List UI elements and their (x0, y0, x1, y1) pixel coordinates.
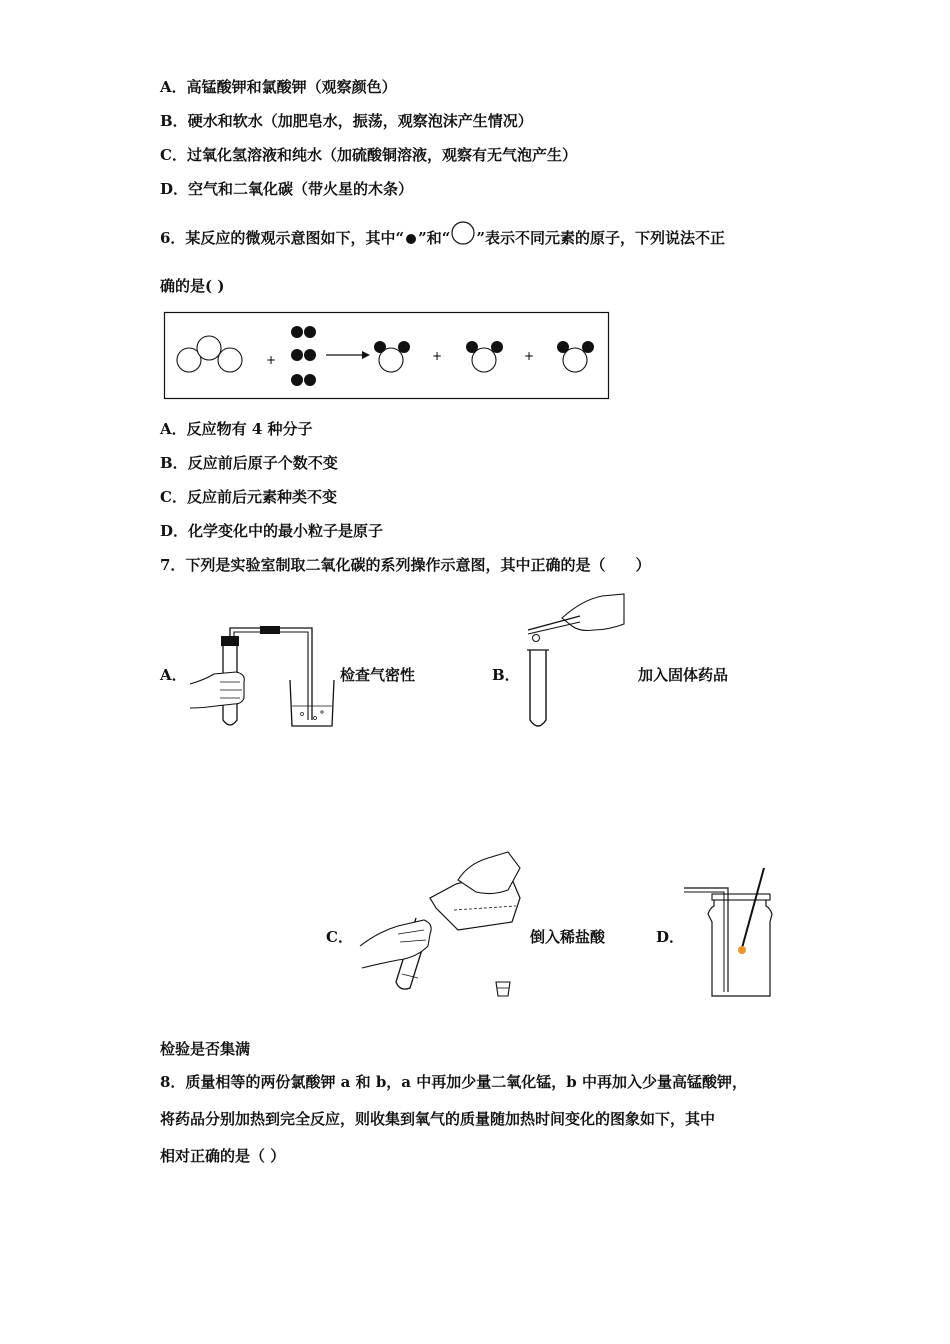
plus-sign: + (266, 353, 277, 367)
q6-stem: 6．某反应的微观示意图如下，其中“ ”和“ ”表示不同元素的原子，下列说法不正 (160, 226, 725, 252)
q5-option-d: D．空气和二氧化碳（带火星的木条） (160, 180, 414, 198)
black-atom-icon (404, 232, 418, 246)
white-atom-icon (450, 220, 476, 246)
q6-option-b: B．反应前后原子个数不变 (160, 454, 338, 472)
white-molecule (177, 336, 242, 372)
reaction-arrow-icon (326, 351, 370, 359)
q5-option-a: A．高锰酸钾和氯酸钾（观察颜色） (160, 78, 397, 96)
q8-line2: 将药品分别加热到完全反应，则收集到氧气的质量随加热时间变化的图象如下，其中 (160, 1110, 716, 1128)
q7-option-a-text: 检查气密性 (340, 666, 416, 684)
q6-option-a: A．反应物有 4 种分子 (160, 420, 313, 438)
q7-option-c-text: 倒入稀盐酸 (530, 928, 606, 946)
q7-option-d-label: D． (656, 928, 685, 946)
plus-sign: + (432, 349, 443, 363)
q7-option-a-label: A． (160, 666, 187, 684)
pour-acid-illustration (358, 850, 528, 1002)
q6-stem-line2: 确的是( ) (160, 277, 225, 295)
product-molecule (374, 341, 410, 372)
q7-stem: 7．下列是实验室制取二氧化碳的系列操作示意图，其中正确的是（ ） (160, 556, 651, 574)
plus-sign: + (524, 349, 535, 363)
product-molecule (466, 341, 503, 372)
add-solid-illustration (522, 590, 627, 735)
q7-option-d-text: 检验是否集满 (160, 1040, 251, 1058)
reaction-diagram (164, 312, 609, 399)
product-molecule (557, 341, 594, 372)
q6-option-c: C．反应前后元素种类不变 (160, 488, 337, 506)
q6-option-d: D．化学变化中的最小粒子是原子 (160, 522, 384, 540)
q8-line3: 相对正确的是（ ） (160, 1147, 286, 1165)
q5-option-c: C．过氧化氢溶液和纯水（加硫酸铜溶液，观察有无气泡产生） (160, 146, 577, 164)
q5-option-b: B．硬水和软水（加肥皂水，振荡，观察泡沫产生情况） (160, 112, 533, 130)
q8-line1: 8．质量相等的两份氯酸钾 a 和 b，a 中再加少量二氧化锰，b 中再加入少量高锰酸钾， (160, 1073, 747, 1091)
q7-option-b-text: 加入固体药品 (638, 666, 729, 684)
gas-full-check-illustration (684, 864, 774, 1002)
q7-option-b-label: B． (492, 666, 520, 684)
airtightness-check-illustration (190, 622, 340, 732)
black-molecules (291, 326, 316, 386)
q7-option-c-label: C． (326, 928, 353, 946)
